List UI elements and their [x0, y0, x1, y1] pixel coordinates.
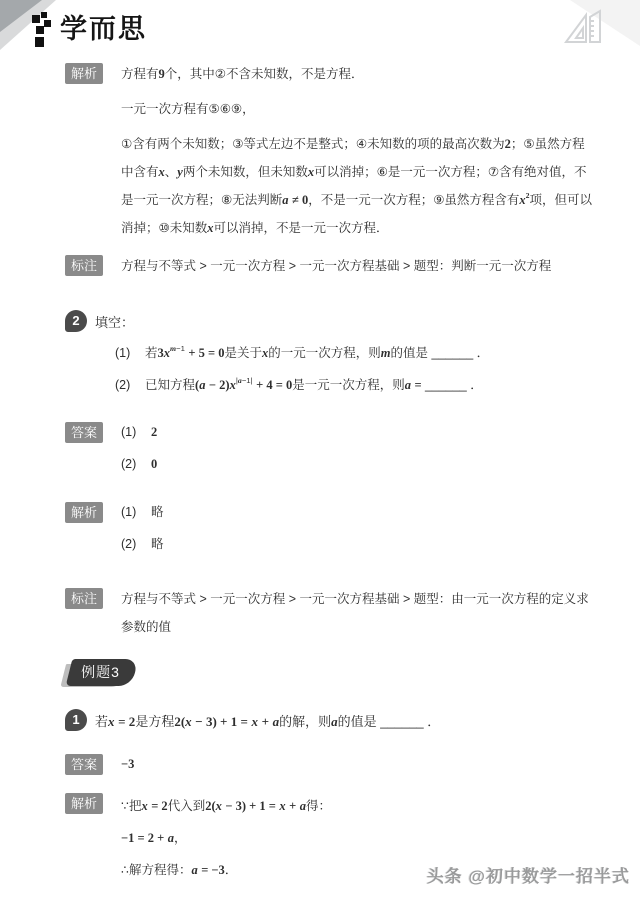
item-index: (1): [121, 425, 137, 439]
item-index: (2): [121, 537, 137, 551]
analysis-item: [121, 499, 596, 526]
annotation-text: 方程与不等式 > 一元一次方程 > 一元一次方程基础 > 题型：判断一元一次方程: [121, 259, 552, 273]
analysis-label: 解析: [65, 502, 103, 523]
question-number-badge: 1: [65, 709, 87, 731]
analysis-section-1: [65, 60, 596, 242]
example-3-label: 例题3: [81, 664, 120, 680]
answer-section-1: [65, 419, 596, 483]
answer-item: [121, 419, 596, 446]
annotation-body: [121, 585, 596, 641]
question-2: [65, 310, 596, 332]
answer-value: 2: [151, 425, 158, 439]
analysis-body: [121, 499, 596, 563]
answer-body: [121, 751, 596, 778]
analysis-value: 略: [151, 505, 164, 519]
brand-name: 学而思: [60, 14, 147, 44]
solution-line: ∴解方程得：a = −3．: [121, 863, 238, 877]
question-title: 填空：: [95, 314, 135, 330]
ruler-set-square-icon: [558, 8, 604, 53]
item-text: 已知方程$(a - 2)x^{|a-1|} + 4 = 0$是一元一次方程，则a = ______ ．: [145, 375, 483, 392]
watermark-credit: 头条 @初中数学一招半式: [426, 867, 630, 886]
item-index: (2): [115, 378, 131, 392]
answer-body: [121, 419, 596, 483]
analysis-label: 解析: [65, 793, 103, 814]
annotation-body: [121, 252, 596, 280]
annotation-label: 标注: [65, 255, 103, 276]
analysis-label: 解析: [65, 63, 103, 84]
analysis-value: 略: [151, 537, 164, 551]
item-text: 若$3x^{m-1} + 5 = 0$是关于x的一元一次方程，则m的值是 ______ ．: [145, 343, 490, 360]
question-2-items: [115, 340, 596, 399]
analysis-line: 方程有9个，其中②不含未知数，不是方程．: [121, 67, 364, 81]
annotation-label: 标注: [65, 588, 103, 609]
analysis-item: [121, 531, 596, 558]
question-number-badge: 2: [65, 310, 87, 332]
analysis-body: [121, 60, 596, 242]
answer-value: 0: [151, 457, 158, 471]
item-index: (2): [121, 457, 137, 471]
example-3-badge: [69, 659, 596, 685]
question-text: 若x = 2是方程2(x − 3) + 1 = x + a的解，则a的值是 ______ ．: [95, 713, 441, 729]
annotation-section-2: [65, 585, 596, 641]
question-item: [115, 372, 596, 399]
analysis-section-2: [65, 499, 596, 563]
analysis-line: ①含有两个未知数；③等式左边不是整式；④未知数的项的最高次数为2；⑤虽然方程中含有x、y两个未知数，但未知数x可以消掉；⑥是一元一次方程；⑦含有绝对值，不是一元一次方程；⑧无法判断a ≠ 0，不是一元一次方程；⑨虽然方程含有$x^2$项，但可以消掉；⑩未知数x可以消掉，不是一元一次方程．: [121, 137, 593, 235]
annotation-section-1: [65, 252, 596, 280]
answer-item: [121, 451, 596, 478]
answer-value: −3: [121, 757, 135, 771]
analysis-line: 一元一次方程有⑤⑥⑨，: [121, 102, 255, 116]
question-item: [115, 340, 596, 367]
question-1: [65, 709, 596, 731]
content: [65, 60, 596, 886]
annotation-text: 方程与不等式 > 一元一次方程 > 一元一次方程基础 > 题型：由一元一次方程的定义求参数的值: [121, 592, 589, 634]
item-index: (1): [115, 346, 131, 360]
solution-line: −1 = 2 + a，: [121, 831, 187, 845]
brand-pixel-question-icon: [30, 12, 54, 53]
item-index: (1): [121, 505, 137, 519]
header: [30, 12, 147, 53]
answer-label: 答案: [65, 754, 103, 775]
solution-line: ∵把x = 2代入到2(x − 3) + 1 = x + a得：: [121, 799, 331, 813]
answer-section-2: [65, 751, 596, 778]
answer-label: 答案: [65, 422, 103, 443]
